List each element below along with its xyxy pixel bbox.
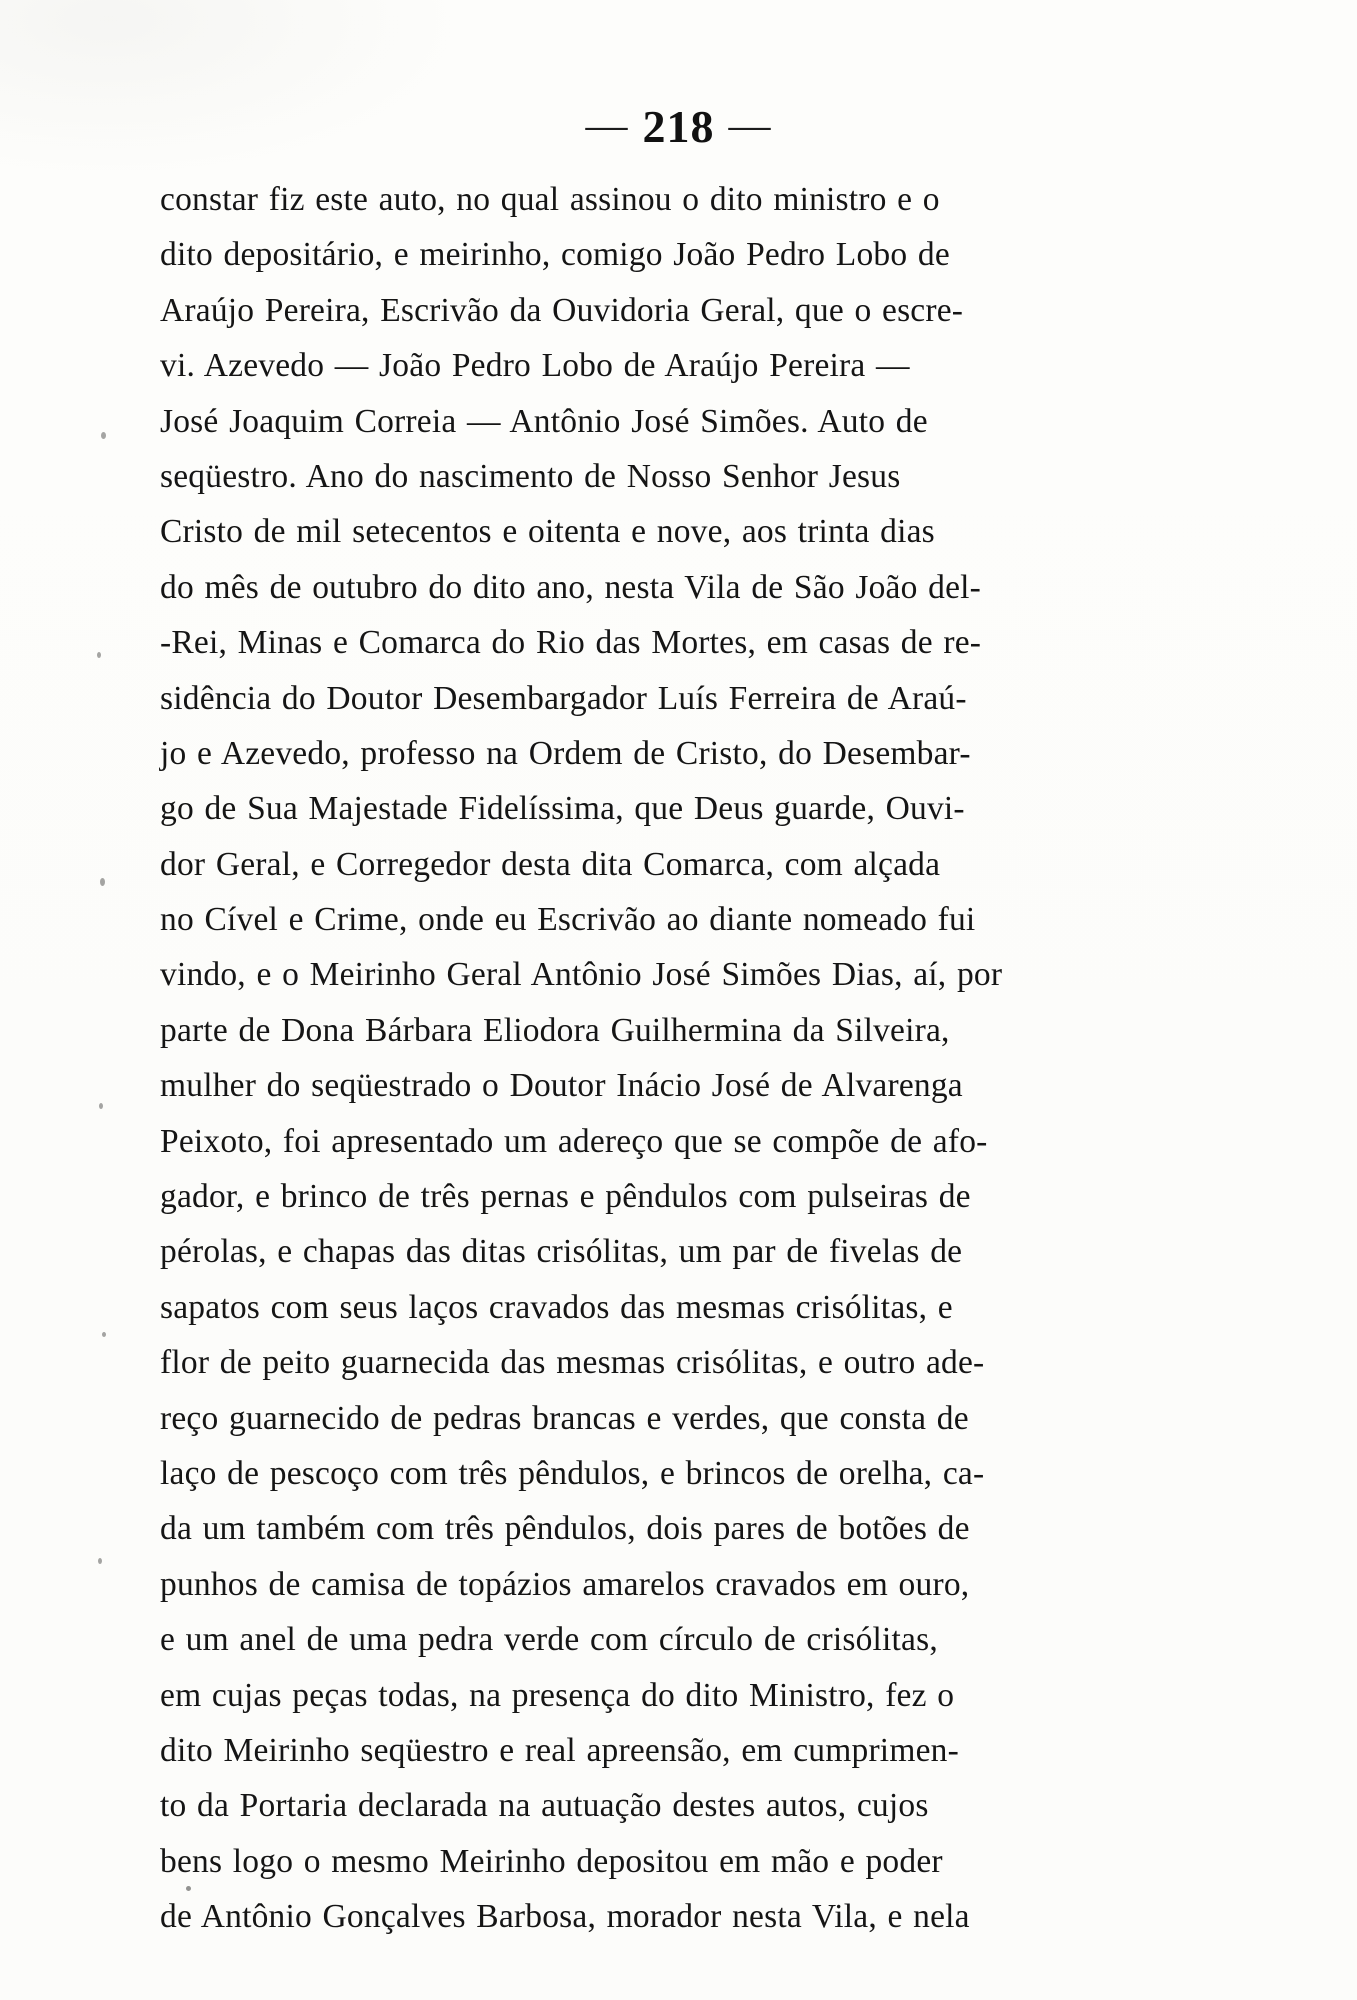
text-line: pérolas, e chapas das ditas crisólitas, um par de fivelas de bbox=[160, 1233, 963, 1271]
text-line: to da Portaria declarada na autuação destes autos, cujos bbox=[160, 1787, 929, 1825]
text-line: do mês de outubro do dito ano, nesta Vila de São João del- bbox=[160, 568, 982, 606]
header-dash-left: — bbox=[585, 103, 629, 149]
body-text bbox=[160, 172, 1218, 1945]
text-line: bens logo o mesmo Meirinho depositou em mão e poder bbox=[160, 1842, 943, 1880]
text-line: Araújo Pereira, Escrivão da Ouvidoria Geral, que o escre- bbox=[160, 291, 964, 329]
text-line: vi. Azevedo — João Pedro Lobo de Araújo Pereira — bbox=[160, 347, 910, 385]
page-header bbox=[0, 100, 1357, 153]
text-line: de Antônio Gonçalves Barbosa, morador nesta Vila, e nela bbox=[160, 1898, 970, 1936]
scan-speck bbox=[186, 1886, 191, 1891]
scan-speck bbox=[99, 1103, 103, 1109]
scan-speck bbox=[101, 432, 106, 439]
text-line: jo e Azevedo, professo na Ordem de Cristo, do Desembar- bbox=[160, 734, 971, 772]
text-line: dor Geral, e Corregedor desta dita Comarca, com alçada bbox=[160, 845, 941, 883]
text-line: e um anel de uma pedra verde com círculo de crisólitas, bbox=[160, 1621, 938, 1659]
text-line: seqüestro. Ano do nascimento de Nosso Senhor Jesus bbox=[160, 457, 901, 495]
text-line: Cristo de mil setecentos e oitenta e nove, aos trinta dias bbox=[160, 513, 935, 551]
text-line: em cujas peças todas, na presença do dito Ministro, fez o bbox=[160, 1676, 955, 1714]
text-line: sidência do Doutor Desembargador Luís Ferreira de Araú- bbox=[160, 679, 967, 717]
text-line: reço guarnecido de pedras brancas e verdes, que consta de bbox=[160, 1399, 969, 1437]
text-line: dito Meirinho seqüestro e real apreensão, em cumprimen- bbox=[160, 1731, 959, 1769]
scan-speck bbox=[102, 1332, 106, 1337]
text-line: vindo, e o Meirinho Geral Antônio José Simões Dias, aí, por bbox=[160, 956, 1003, 994]
text-line: -Rei, Minas e Comarca do Rio das Mortes, em casas de re- bbox=[160, 624, 982, 662]
text-line: dito depositário, e meirinho, comigo João Pedro Lobo de bbox=[160, 236, 950, 274]
text-line: constar fiz este auto, no qual assinou o dito ministro e o bbox=[160, 181, 940, 218]
text-line: parte de Dona Bárbara Eliodora Guilhermina da Silveira, bbox=[160, 1011, 950, 1049]
text-line: sapatos com seus laços cravados das mesmas crisólitas, e bbox=[160, 1288, 953, 1326]
scan-speck bbox=[98, 1558, 102, 1564]
page-number: 218 bbox=[642, 101, 715, 152]
header-dash-right: — bbox=[728, 103, 772, 149]
text-line: José Joaquim Correia — Antônio José Simões. Auto de bbox=[160, 402, 928, 440]
scan-speck bbox=[100, 878, 105, 886]
text-line: Peixoto, foi apresentado um adereço que se compõe de afo- bbox=[160, 1122, 988, 1160]
text-line: no Cível e Crime, onde eu Escrivão ao diante nomeado fui bbox=[160, 901, 976, 939]
text-line: gador, e brinco de três pernas e pêndulos com pulseiras de bbox=[160, 1178, 971, 1216]
text-line: punhos de camisa de topázios amarelos cravados em ouro, bbox=[160, 1565, 970, 1603]
text-line: mulher do seqüestrado o Doutor Inácio José de Alvarenga bbox=[160, 1067, 963, 1105]
text-line: flor de peito guarnecida das mesmas crisólitas, e outro ade- bbox=[160, 1344, 985, 1382]
text-line: go de Sua Majestade Fidelíssima, que Deus guarde, Ouvi- bbox=[160, 790, 965, 828]
scan-speck bbox=[97, 652, 101, 658]
text-line: laço de pescoço com três pêndulos, e brincos de orelha, ca- bbox=[160, 1454, 985, 1492]
text-line: da um também com três pêndulos, dois pares de botões de bbox=[160, 1510, 970, 1548]
